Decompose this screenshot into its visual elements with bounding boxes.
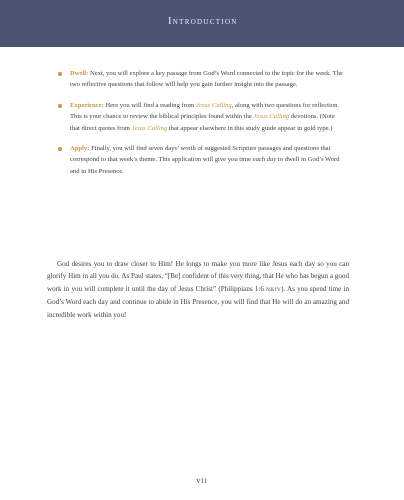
term-experience: Experience: <box>70 101 104 109</box>
book-title: Jesus Calling <box>253 113 290 121</box>
list-item-apply <box>58 143 344 177</box>
description-text: to dwell in God’s Word and in His Presence. <box>70 156 340 175</box>
bullet-icon <box>58 72 62 76</box>
description-text: Here you will find a reading from <box>103 101 196 109</box>
description-text: devotions. (Note that direct quotes from <box>70 113 335 132</box>
page-title: Introduction <box>168 16 238 27</box>
step-list <box>58 68 344 186</box>
header-bar <box>0 0 404 47</box>
paragraph-text: God desires you to draw closer to Him! He longs to make you more like Jesus each day so you can glorify Him in all you do. As Paul states, “[Be] confident of this very thing, that He who has begun a good work in you will complete it until the day of Jesus Christ” (Philippians 1:6 <box>47 260 349 293</box>
page-number: vii <box>196 476 208 485</box>
list-item-experience <box>58 100 344 134</box>
bullet-icon <box>58 147 62 151</box>
description-text: , along with two questions for reflection. This is your chance to review the biblical principles found within the <box>70 101 340 121</box>
term-apply: Apply: <box>70 145 90 153</box>
bullet-icon <box>58 104 62 108</box>
paragraph-text: ). As you spend time in God’s Word each day and continue to abide in His Presence, you will find that He will do an amazing and incredible work within you! <box>47 284 349 319</box>
list-item-dwell <box>58 68 344 91</box>
bible-version: NKJV <box>266 286 282 293</box>
description-text: Finally, you will find seven days’ worth of suggested Scripture passages and questions that correspond to that week’s theme. This application will give you time <box>70 145 331 164</box>
emphasis-text: each day <box>252 156 277 164</box>
body-paragraph <box>47 258 349 321</box>
book-title: Jesus Calling <box>196 101 232 109</box>
description-text: that appear elsewhere in this study guide appear in gold type.) <box>167 124 333 132</box>
book-title: Jesus Calling <box>131 124 168 132</box>
term-dwell: Dwell: <box>70 70 89 77</box>
description-dwell: Next, you will explore a key passage from God’s Word connected to the topic for the week. The two reflective questions that follow will help you gain further insight into the passage. <box>70 70 343 89</box>
